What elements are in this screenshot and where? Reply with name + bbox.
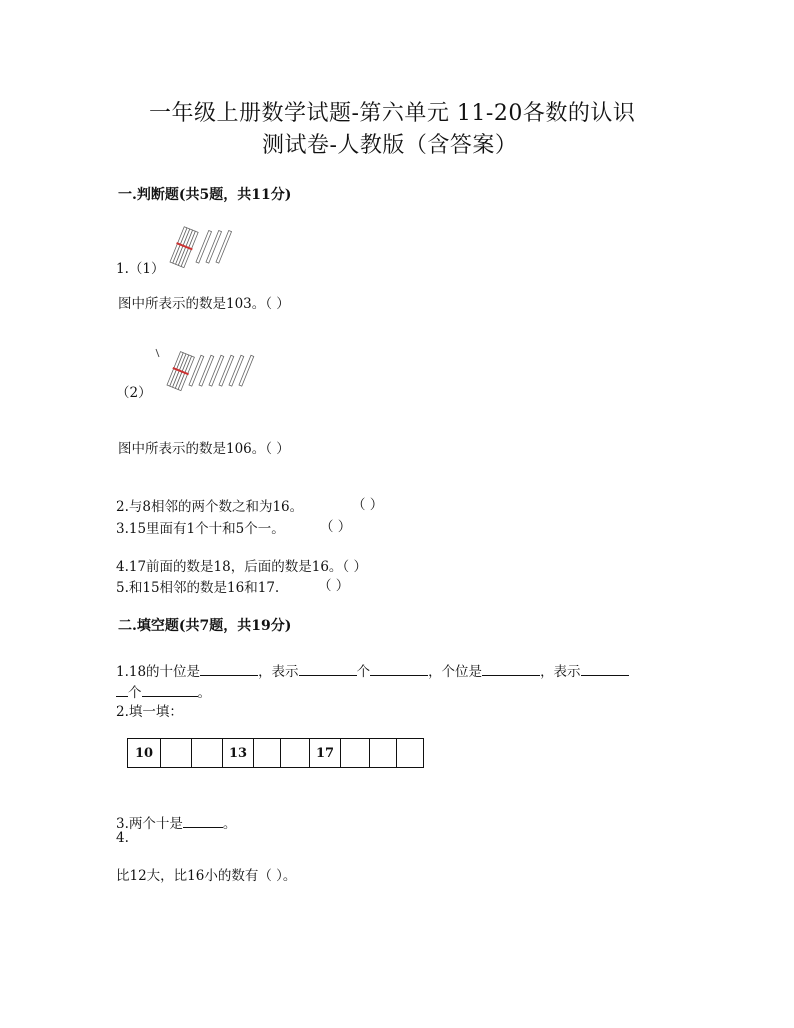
- bundle-of-sticks-icon: [169, 226, 199, 268]
- fill-q3-part-a: 3.两个十是: [116, 816, 183, 832]
- fill-question-1-line2: [116, 681, 211, 701]
- answer-blank[interactable]: [116, 682, 128, 697]
- fill-q1-part-c: 个: [356, 664, 371, 680]
- question-1-label: 1.（1）: [116, 261, 165, 277]
- question-1b-text: 图中所表示的数是106。（ ）: [118, 441, 290, 457]
- fill-question-4-text: 比12大，比16小的数有（ ）。: [116, 868, 297, 884]
- question-1b-label: （2）: [116, 385, 152, 401]
- grid-cell[interactable]: [161, 739, 192, 768]
- question-1-text: 图中所表示的数是103。（ ）: [118, 296, 290, 312]
- answer-blank[interactable]: [142, 682, 198, 697]
- grid-cell[interactable]: [397, 739, 424, 768]
- counting-sticks-image-2: [153, 347, 253, 389]
- fill-q1-part-a: 1.18的十位是: [116, 664, 201, 680]
- number-grid: [127, 738, 424, 768]
- answer-blank[interactable]: [200, 661, 258, 676]
- grid-cell[interactable]: [341, 739, 370, 768]
- counting-sticks-image-1: [166, 226, 236, 266]
- answer-blank[interactable]: [581, 661, 629, 676]
- fill-question-1-line1: [116, 660, 629, 680]
- page-title-line2: 测试卷-人教版（含答案）: [262, 133, 518, 158]
- fill-q1-part-d: ，个位是: [428, 664, 483, 680]
- answer-blank[interactable]: [370, 661, 428, 676]
- answer-blank[interactable]: [183, 813, 223, 828]
- fill-q1-part-e: ，表示: [540, 664, 581, 680]
- grid-cell[interactable]: 13: [223, 739, 254, 768]
- grid-cell[interactable]: 10: [128, 739, 161, 768]
- fill-q1-part-b: ，表示: [258, 664, 299, 680]
- question-5-text: 5.和15相邻的数是16和17.: [116, 580, 280, 596]
- question-3-text: 3.15里面有1个十和5个一。: [116, 521, 285, 537]
- fill-question-4-number: 4.: [116, 830, 129, 846]
- fill-q3-part-b: 。: [222, 816, 237, 832]
- section-heading-fill-blank: 二.填空题(共7题，共19分): [118, 618, 292, 634]
- answer-blank[interactable]: [299, 661, 357, 676]
- fill-question-2-text: 2.填一填：: [116, 704, 183, 720]
- grid-cell[interactable]: [370, 739, 397, 768]
- page-title-line1: 一年级上册数学试题-第六单元 11-20各数的认识: [149, 101, 636, 126]
- fill-q1-part-f: 个: [128, 685, 142, 701]
- question-2-paren: （ ）: [352, 497, 384, 513]
- grid-cell[interactable]: [192, 739, 223, 768]
- fill-q1-part-g: 。: [197, 685, 211, 701]
- grid-cell[interactable]: [281, 739, 310, 768]
- answer-blank[interactable]: [482, 661, 540, 676]
- grid-cell[interactable]: 17: [310, 739, 341, 768]
- fill-question-3: [116, 812, 236, 832]
- question-5-paren: （ ）: [318, 578, 350, 594]
- question-2-text: 2.与8相邻的两个数之和为16。: [116, 499, 304, 515]
- question-3-paren: （ ）: [320, 519, 352, 535]
- grid-cell[interactable]: [254, 739, 281, 768]
- question-4-text: 4.17前面的数是18，后面的数是16。（ ）: [116, 559, 367, 575]
- section-heading-judgement: 一.判断题(共5题，共11分): [118, 187, 292, 203]
